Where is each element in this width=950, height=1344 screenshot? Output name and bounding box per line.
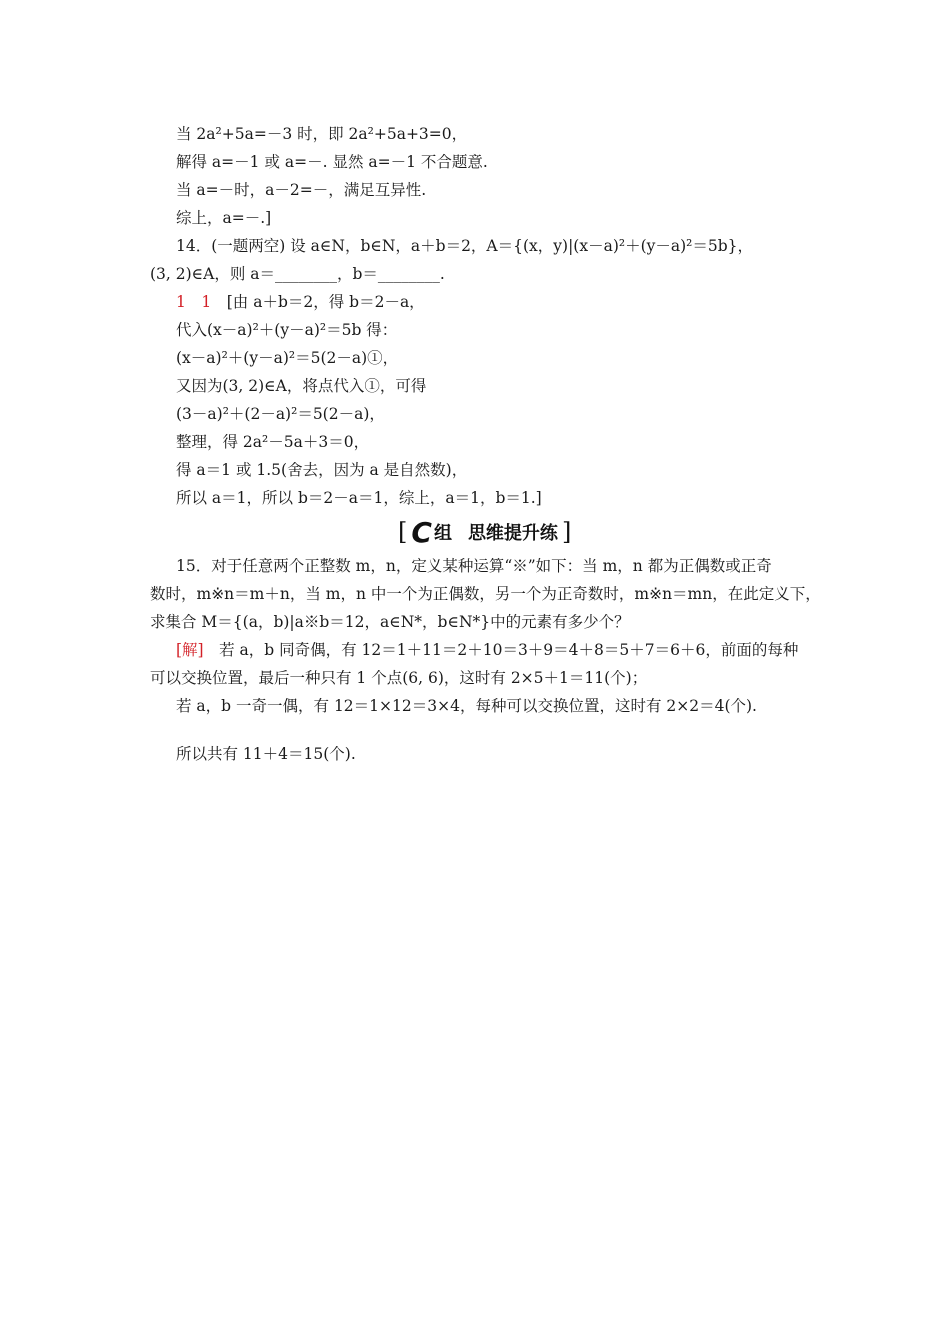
solution-line: 又因为(3, 2)∈A，将点代入①，可得 [176, 377, 427, 395]
text-line: 综上，a=－.] [176, 209, 272, 227]
answer-line: 所以共有 11＋4＝15(个). [176, 745, 356, 763]
question-15-answer [176, 640, 798, 660]
question-15-line: 求集合 M＝{(a，b)|a※b＝12，a∈N*，b∈N*}中的元素有多少个？ [150, 613, 630, 631]
text-line: 解得 a=－1 或 a=－. 显然 a=－1 不合题意. [176, 153, 488, 171]
answer-line: 可以交换位置，最后一种只有 1 个点(6, 6)，这时有 2×5＋1＝11(个)； [150, 669, 648, 687]
solution-line: 整理，得 2a²－5a＋3＝0， [176, 433, 370, 451]
solution-line: (3－a)²＋(2－a)²＝5(2－a)， [176, 405, 385, 423]
section-title: 思维提升练 [467, 523, 558, 544]
solution-line: 代入(x－a)²＋(y－a)²＝5b 得： [176, 321, 398, 339]
question-14-line: (3, 2)∈A，则 a＝________，b＝________. [150, 265, 445, 283]
answer-line: 若 a，b 一奇一偶，有 12＝1×12＝3×4，每种可以交换位置，这时有 2×2＝4(个). [176, 697, 757, 715]
question-14-answer [176, 292, 425, 312]
question-15-line: 15．对于任意两个正整数 m，n，定义某种运算“※”如下：当 m，n 都为正偶数或正奇 [176, 557, 772, 575]
section-heading [394, 515, 575, 549]
bracket-open: [ [398, 518, 408, 546]
answer-tag: [解] [176, 641, 204, 659]
question-15-line: 数时，m※n＝m＋n，当 m，n 中一个为正偶数，另一个为正奇数时，m※n＝mn，在此定义下， [150, 585, 821, 603]
answer-values: 1 1 [176, 293, 212, 311]
group-letter: C [411, 515, 432, 549]
answer-text: 若 a，b 同奇偶，有 12＝1＋11＝2＋10＝3＋9＝4＋8＝5＋7＝6＋6，前面的每种 [203, 641, 799, 659]
question-14-line: 14．(一题两空) 设 a∈N，b∈N，a＋b＝2，A＝{(x，y)|(x－a)²＋(y－a)²＝5b}， [176, 237, 754, 255]
group-label: 组 [433, 523, 452, 544]
bracket-close: ] [561, 518, 572, 546]
text-line: 当 a=－时，a－2=－，满足互异性. [176, 181, 427, 199]
solution-line: 得 a＝1 或 1.5(舍去，因为 a 是自然数)， [176, 461, 468, 479]
answer-text: [由 a＋b＝2，得 b＝2－a， [211, 293, 425, 311]
solution-line: (x－a)²＋(y－a)²＝5(2－a)①， [176, 349, 399, 367]
solution-line: 所以 a＝1，所以 b＝2－a＝1，综上，a＝1，b＝1.] [176, 489, 542, 507]
text-line: 当 2a²+5a=－3 时，即 2a²+5a+3=0， [176, 125, 468, 143]
